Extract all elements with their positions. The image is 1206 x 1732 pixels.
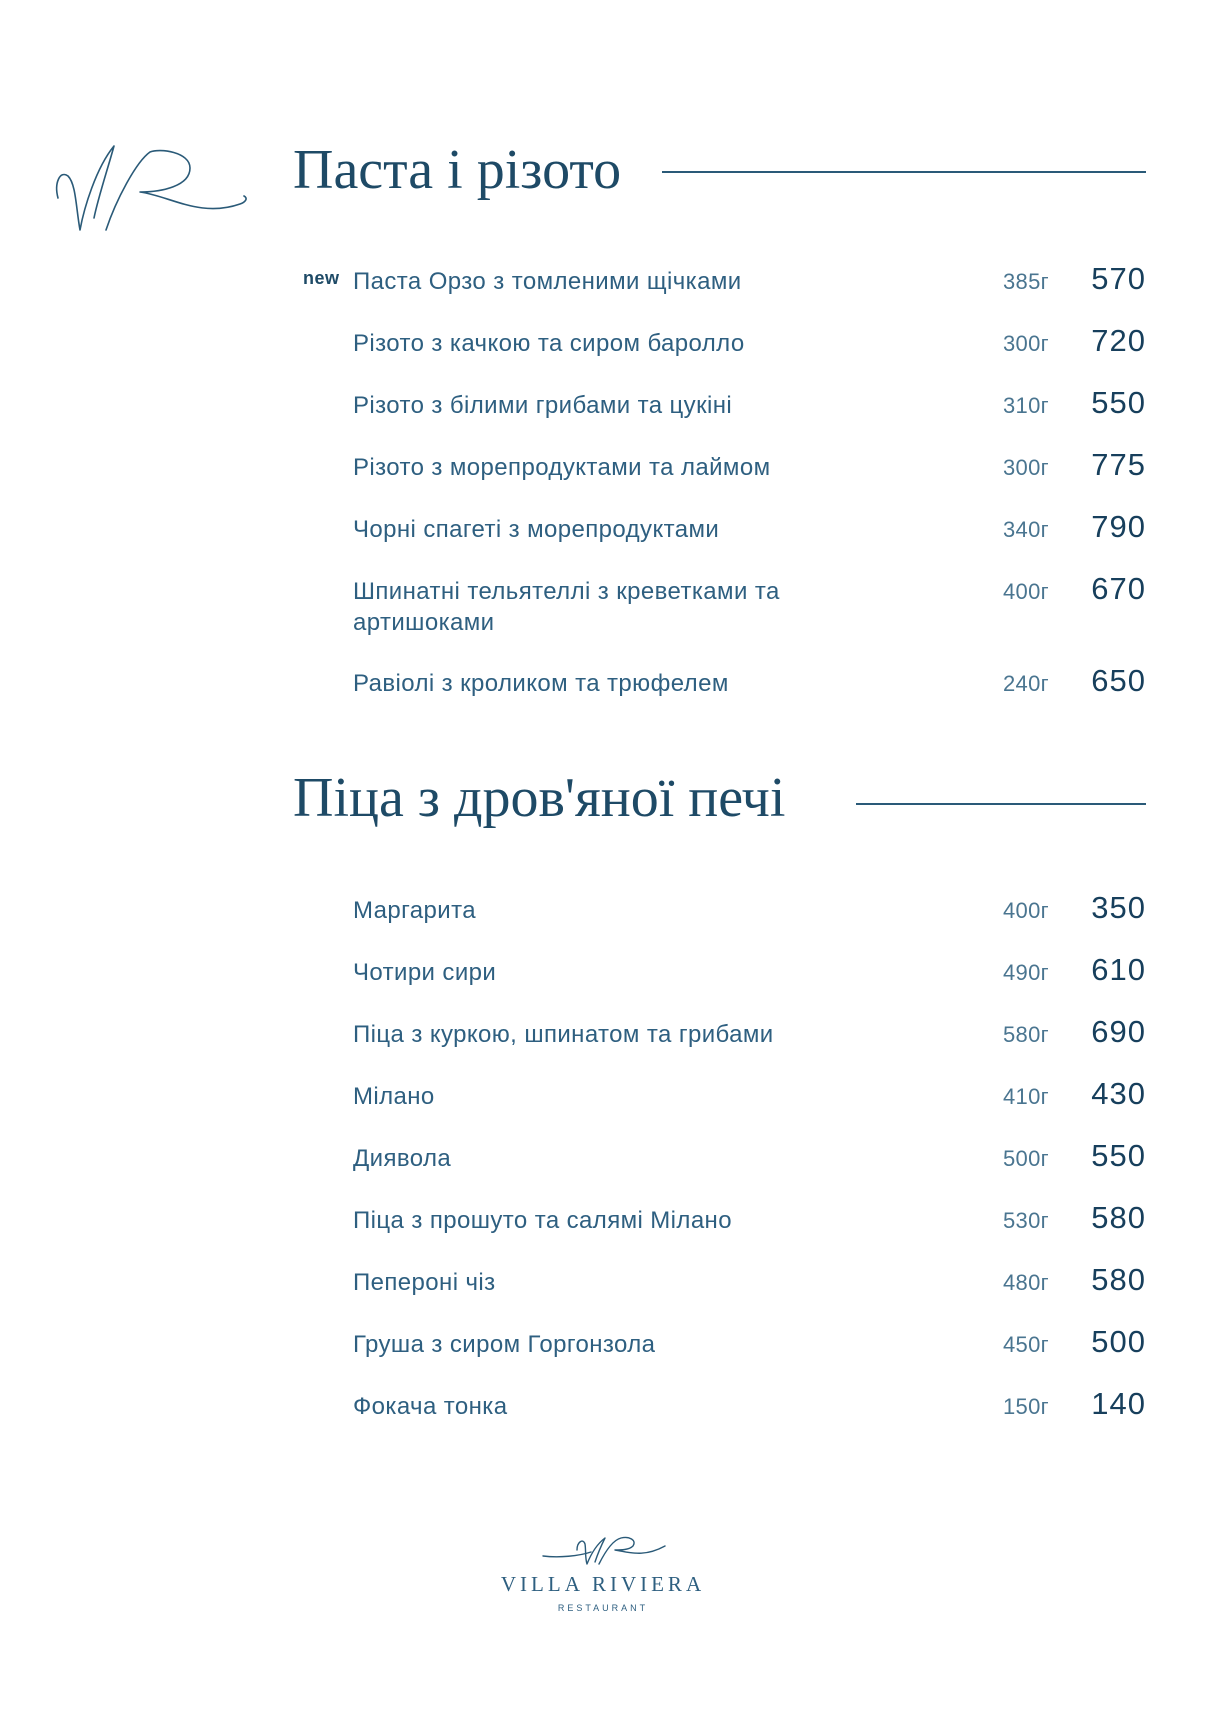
section-title-rule xyxy=(856,803,1146,805)
restaurant-name: VILLA RIVIERA xyxy=(500,1572,706,1596)
menu-item xyxy=(293,1259,1146,1319)
item-name: Груша з сиром Горгонзола xyxy=(353,1331,656,1358)
menu-item xyxy=(293,1073,1146,1133)
item-weight: 300г xyxy=(1003,331,1049,356)
menu-item xyxy=(293,320,1146,380)
item-price: 610 xyxy=(1091,952,1146,987)
section-title-pasta: Паста і різото xyxy=(293,139,622,201)
item-name: Фокача тонка xyxy=(353,1393,508,1420)
new-badge: new xyxy=(303,268,340,288)
item-weight: 410г xyxy=(1003,1084,1049,1109)
item-price: 580 xyxy=(1091,1262,1146,1297)
item-price: 775 xyxy=(1091,447,1146,482)
item-weight: 400г xyxy=(1003,898,1049,923)
menu-item xyxy=(293,382,1146,442)
item-price: 690 xyxy=(1091,1014,1146,1049)
vr-footer-monogram-icon xyxy=(533,1528,673,1572)
menu-item xyxy=(293,949,1146,1009)
item-name: Чотири сири xyxy=(353,959,497,986)
vr-monogram-logo xyxy=(50,138,250,248)
footer-logo xyxy=(0,1528,1206,1613)
item-price: 430 xyxy=(1091,1076,1146,1111)
item-price: 670 xyxy=(1091,571,1146,606)
menu-item xyxy=(293,887,1146,947)
item-name: Диявола xyxy=(353,1145,452,1172)
item-name: Паста Орзо з томленими щічками xyxy=(353,268,742,295)
item-price: 570 xyxy=(1091,261,1146,296)
item-name: Маргарита xyxy=(353,897,476,924)
item-name: Чорні спагеті з морепродуктами xyxy=(353,516,720,543)
item-name: Різото з морепродуктами та лаймом xyxy=(353,454,771,481)
item-name: Мілано xyxy=(353,1083,435,1110)
menu-item xyxy=(293,1383,1146,1443)
item-weight: 500г xyxy=(1003,1146,1049,1171)
item-price: 580 xyxy=(1091,1200,1146,1235)
item-name: Піца з куркою, шпинатом та грибами xyxy=(353,1021,774,1048)
menu-item xyxy=(293,1011,1146,1071)
item-weight: 310г xyxy=(1003,393,1049,418)
item-name: Різото з білими грибами та цукіні xyxy=(353,392,733,419)
menu-item xyxy=(293,1135,1146,1195)
item-name: Равіолі з кроликом та трюфелем xyxy=(353,670,729,697)
item-price: 550 xyxy=(1091,1138,1146,1173)
item-weight: 240г xyxy=(1003,671,1049,696)
menu-item xyxy=(293,1197,1146,1257)
section-title-pizza: Піца з дров'яної печі xyxy=(293,767,786,829)
item-price: 790 xyxy=(1091,509,1146,544)
item-weight: 385г xyxy=(1003,269,1049,294)
menu-item xyxy=(293,506,1146,566)
menu-item xyxy=(293,258,1146,318)
item-price: 720 xyxy=(1091,323,1146,358)
item-weight: 580г xyxy=(1003,1022,1049,1047)
menu-item xyxy=(293,1321,1146,1381)
menu-item xyxy=(293,444,1146,504)
item-price: 650 xyxy=(1091,663,1146,698)
menu-item xyxy=(293,660,1146,720)
item-weight: 300г xyxy=(1003,455,1049,480)
item-weight: 400г xyxy=(1003,579,1049,604)
item-name: Шпинатні тельятеллі з креветками та артишоками xyxy=(353,578,780,636)
item-weight: 530г xyxy=(1003,1208,1049,1233)
item-price: 500 xyxy=(1091,1324,1146,1359)
restaurant-subtitle: RESTAURANT xyxy=(557,1603,649,1613)
item-price: 350 xyxy=(1091,890,1146,925)
item-price: 140 xyxy=(1091,1386,1146,1421)
item-name: Пеперонi чіз xyxy=(353,1269,496,1296)
item-weight: 490г xyxy=(1003,960,1049,985)
menu-item xyxy=(293,568,1146,648)
item-name: Різото з качкою та сиром баролло xyxy=(353,330,745,357)
item-name: Піца з прошуто та салямі Мілано xyxy=(353,1207,732,1234)
item-weight: 150г xyxy=(1003,1394,1049,1419)
item-weight: 480г xyxy=(1003,1270,1049,1295)
item-price: 550 xyxy=(1091,385,1146,420)
section-title-rule xyxy=(662,171,1146,173)
item-weight: 340г xyxy=(1003,517,1049,542)
item-weight: 450г xyxy=(1003,1332,1049,1357)
